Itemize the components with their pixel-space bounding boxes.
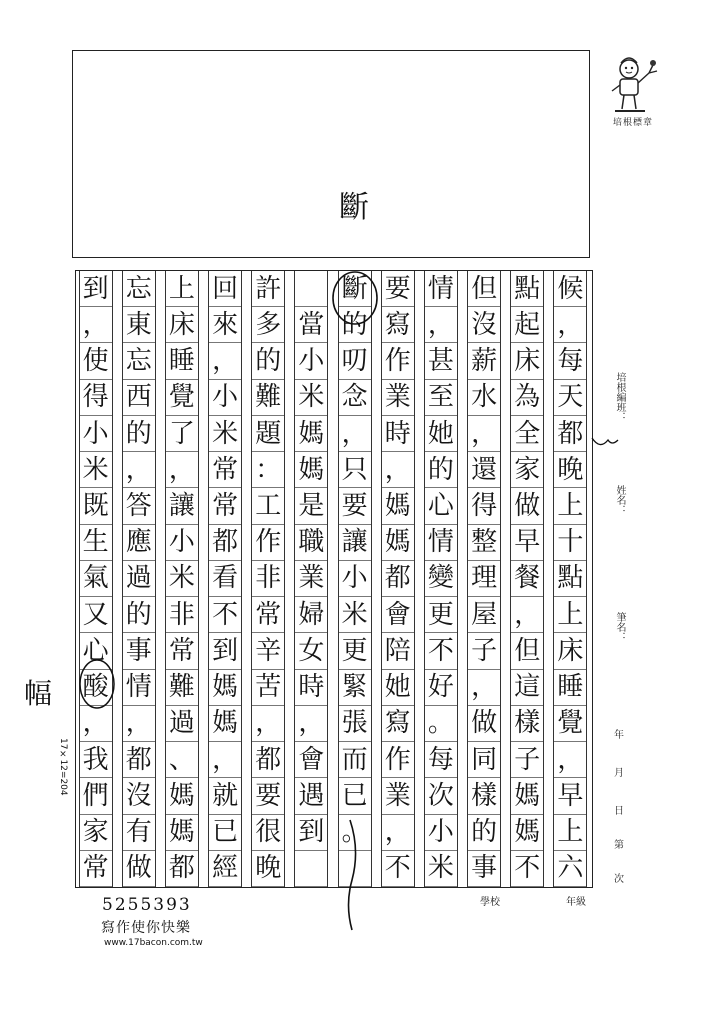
grid-cell: 讓 [166, 488, 198, 524]
grid-cell: 多 [252, 307, 284, 343]
grid-cell: 媽 [166, 815, 198, 851]
grid-cell: 每 [554, 343, 586, 379]
footer-url: www.17bacon.com.tw [104, 938, 203, 948]
grid-cell: 心 [425, 488, 457, 524]
grid-cell: 睡 [166, 343, 198, 379]
grid-cell: ， [123, 452, 155, 488]
grid-spec-label [56, 738, 70, 799]
grid-cell [339, 851, 371, 887]
grid-cell: 小 [295, 343, 327, 379]
grid-cell: 忘 [123, 271, 155, 307]
grid-cell: 到 [80, 271, 112, 307]
grid-column [381, 271, 415, 887]
grade-label: 年級 [566, 897, 586, 908]
logo-caption: 培根標章 [612, 118, 653, 128]
grid-cell: ， [123, 706, 155, 742]
grid-cell: 更 [425, 597, 457, 633]
grid-cell: 沒 [123, 778, 155, 814]
grid-cell: 業 [295, 561, 327, 597]
manuscript-grid [75, 270, 593, 888]
grid-cell: 看 [209, 561, 241, 597]
grid-cell: 理 [468, 561, 500, 597]
grid-cell: 時 [382, 416, 414, 452]
grid-column [294, 271, 328, 887]
grid-cell: 每 [425, 742, 457, 778]
grid-cell: 但 [468, 271, 500, 307]
grid-cell: 許 [252, 271, 284, 307]
grid-cell: 六 [554, 851, 586, 887]
grid-cell: 家 [511, 452, 543, 488]
grid-cell: 子 [468, 633, 500, 669]
grid-cell: 候 [554, 271, 586, 307]
day-label: 日 [614, 806, 624, 817]
grid-cell: 是 [295, 488, 327, 524]
grid-cell: 床 [511, 343, 543, 379]
grid-cell: 、 [166, 742, 198, 778]
grid-cell: 叨 [339, 343, 371, 379]
grid-cell: 就 [209, 778, 241, 814]
grid-cell: 覺 [166, 380, 198, 416]
grid-cell: 到 [209, 633, 241, 669]
grid-cell: ， [295, 706, 327, 742]
grid-cell: 緊 [339, 670, 371, 706]
grid-cell: 米 [166, 561, 198, 597]
grid-cell: 常 [166, 633, 198, 669]
grid-cell: 點 [554, 561, 586, 597]
grid-cell: 又 [80, 597, 112, 633]
grid-cell: 變 [425, 561, 457, 597]
grid-cell: 。 [425, 706, 457, 742]
grid-cell: 媽 [209, 706, 241, 742]
grid-column [208, 271, 242, 887]
grid-cell: 生 [80, 525, 112, 561]
grid-cell: 起 [511, 307, 543, 343]
grid-cell: 職 [295, 525, 327, 561]
grid-cell: 我 [80, 742, 112, 778]
grid-cell: 難 [166, 670, 198, 706]
grid-column [467, 271, 501, 887]
grid-cell: 應 [123, 525, 155, 561]
grid-cell: ， [425, 307, 457, 343]
name-label [612, 485, 626, 519]
grid-cell: 還 [468, 452, 500, 488]
grid-cell: ， [468, 416, 500, 452]
grid-cell: 的 [339, 307, 371, 343]
grid-cell: 既 [80, 488, 112, 524]
grid-cell: ， [209, 343, 241, 379]
grid-cell: 寫 [382, 706, 414, 742]
grid-cell: 床 [554, 633, 586, 669]
grid-cell: 的 [468, 815, 500, 851]
grid-cell: 遇 [295, 778, 327, 814]
grid-cell: 整 [468, 525, 500, 561]
grid-cell: 過 [123, 561, 155, 597]
grid-cell: 上 [554, 815, 586, 851]
grid-cell: 念 [339, 380, 371, 416]
grid-cell: 早 [511, 525, 543, 561]
grid-cell: 過 [166, 706, 198, 742]
grid-cell: 不 [382, 851, 414, 887]
grid-cell: 都 [209, 525, 241, 561]
grid-spec-text: 17×12=204 [58, 738, 68, 796]
grid-cell: 很 [252, 815, 284, 851]
grid-cell: 好 [425, 670, 457, 706]
grid-cell: 情 [123, 670, 155, 706]
grid-cell: ， [80, 706, 112, 742]
grid-cell: 小 [209, 380, 241, 416]
grid-cell: 要 [382, 271, 414, 307]
grid-cell: 東 [123, 307, 155, 343]
grid-column [338, 271, 372, 887]
grid-cell: 水 [468, 380, 500, 416]
grid-cell: 媽 [166, 778, 198, 814]
footer-slogan: 寫作使你快樂 [101, 920, 191, 936]
grid-cell: 西 [123, 380, 155, 416]
grid-cell: 要 [252, 778, 284, 814]
grid-cell: 小 [166, 525, 198, 561]
grid-cell: 都 [382, 561, 414, 597]
grid-cell: 上 [554, 597, 586, 633]
class-label-text: 培根編班： [614, 372, 625, 422]
grid-cell: 沒 [468, 307, 500, 343]
grid-cell: 次 [425, 778, 457, 814]
grid-cell: 時 [295, 670, 327, 706]
grid-cell: 都 [554, 416, 586, 452]
grid-cell: 回 [209, 271, 241, 307]
grid-cell: 晚 [252, 851, 284, 887]
grid-cell: 常 [80, 851, 112, 887]
grid-column [79, 271, 113, 887]
grid-cell: 業 [382, 380, 414, 416]
grid-column [553, 271, 587, 887]
grid-cell: ， [166, 452, 198, 488]
grid-cell: 十 [554, 525, 586, 561]
grid-cell: 米 [80, 452, 112, 488]
grid-cell: ， [209, 742, 241, 778]
grid-cell: 媽 [382, 525, 414, 561]
grid-cell: 都 [252, 742, 284, 778]
grid-cell: 米 [295, 380, 327, 416]
grid-cell: 媽 [511, 778, 543, 814]
grid-cell: 子 [511, 742, 543, 778]
grid-cell: 作 [382, 742, 414, 778]
name-label-text: 姓名： [614, 485, 625, 515]
grid-cell: 媽 [209, 670, 241, 706]
school-label: 學校 [480, 897, 500, 908]
grid-cell: 情 [425, 271, 457, 307]
grid-cell: 小 [339, 561, 371, 597]
grid-cell: ， [382, 815, 414, 851]
grid-cell: 米 [339, 597, 371, 633]
grid-column [122, 271, 156, 887]
grid-cell: 這 [511, 670, 543, 706]
grid-cell: 答 [123, 488, 155, 524]
grid-cell: 心 [80, 633, 112, 669]
times-label: 次 [614, 874, 624, 885]
grid-cell: 難 [252, 380, 284, 416]
grid-cell: 婦 [295, 597, 327, 633]
pen-name-label-text: 筆名： [614, 612, 625, 642]
grid-cell: 到 [295, 815, 327, 851]
grid-cell: ， [554, 742, 586, 778]
grid-cell: 睡 [554, 670, 586, 706]
grid-cell: 上 [166, 271, 198, 307]
grid-cell: 晚 [554, 452, 586, 488]
grid-cell [295, 851, 327, 887]
grid-cell: 非 [166, 597, 198, 633]
grid-cell: 得 [80, 380, 112, 416]
grid-cell: 更 [339, 633, 371, 669]
grid-cell: ， [80, 307, 112, 343]
grid-cell: 米 [209, 416, 241, 452]
grid-cell: 媽 [382, 488, 414, 524]
side-tick-icon [592, 438, 618, 445]
grid-cell: 事 [468, 851, 500, 887]
grid-cell: 了 [166, 416, 198, 452]
grid-cell: 做 [468, 706, 500, 742]
grid-cell: 忘 [123, 343, 155, 379]
grid-cell: 作 [382, 343, 414, 379]
grid-cell: 來 [209, 307, 241, 343]
grid-cell: 苦 [252, 670, 284, 706]
grid-cell: 而 [339, 742, 371, 778]
grid-cell: 的 [123, 416, 155, 452]
grid-cell: 辛 [252, 633, 284, 669]
grid-cell: 常 [209, 488, 241, 524]
grid-cell: 上 [554, 488, 586, 524]
grid-cell: ， [554, 307, 586, 343]
grid-cell: 事 [123, 633, 155, 669]
grid-cell: 做 [511, 488, 543, 524]
grid-cell: 陪 [382, 633, 414, 669]
grid-cell: 同 [468, 742, 500, 778]
grid-column [165, 271, 199, 887]
pen-name-label [612, 612, 626, 646]
grid-cell: 為 [511, 380, 543, 416]
grid-cell: 床 [166, 307, 198, 343]
grid-cell: ， [468, 670, 500, 706]
grid-cell: 氣 [80, 561, 112, 597]
grid-cell: 題 [252, 416, 284, 452]
grid-cell: 非 [252, 561, 284, 597]
footer-code: 5255393 [102, 895, 192, 915]
count-label: 第 [614, 840, 624, 851]
grid-cell: 不 [425, 633, 457, 669]
grid-cell: 樣 [511, 706, 543, 742]
grid-cell: 有 [123, 815, 155, 851]
grid-cell: 斷 [339, 271, 371, 307]
grid-cell: 做 [123, 851, 155, 887]
grid-cell: 使 [80, 343, 112, 379]
grid-cell: 小 [80, 416, 112, 452]
grid-cell: 餐 [511, 561, 543, 597]
grid-cell: 常 [209, 452, 241, 488]
grid-cell: ， [511, 597, 543, 633]
grid-cell: 不 [209, 597, 241, 633]
grid-cell: 的 [425, 452, 457, 488]
grid-cell: ： [252, 452, 284, 488]
grid-cell [295, 271, 327, 307]
grid-cell: 常 [252, 597, 284, 633]
grid-cell: 天 [554, 380, 586, 416]
year-label: 年 [614, 730, 624, 741]
grid-cell: 她 [425, 416, 457, 452]
grid-cell: 不 [511, 851, 543, 887]
month-label: 月 [614, 768, 624, 779]
bacon-logo-icon [605, 55, 661, 117]
grid-cell: 要 [339, 488, 371, 524]
grid-cell: 業 [382, 778, 414, 814]
grid-cell: 的 [252, 343, 284, 379]
grid-cell: 樣 [468, 778, 500, 814]
grid-cell: 張 [339, 706, 371, 742]
grid-cell: 酸 [80, 670, 112, 706]
grid-cell: 得 [468, 488, 500, 524]
grid-cell: 全 [511, 416, 543, 452]
grid-cell: 覺 [554, 706, 586, 742]
grid-cell: 已 [339, 778, 371, 814]
grid-cell: 她 [382, 670, 414, 706]
grid-column [251, 271, 285, 887]
grid-cell: 寫 [382, 307, 414, 343]
grid-cell: 薪 [468, 343, 500, 379]
grid-cell: 媽 [295, 452, 327, 488]
grid-cell: 經 [209, 851, 241, 887]
grid-cell: 只 [339, 452, 371, 488]
grid-cell: 作 [252, 525, 284, 561]
grid-cell: 甚 [425, 343, 457, 379]
grid-cell: ， [382, 452, 414, 488]
grid-cell: 已 [209, 815, 241, 851]
grid-cell: 家 [80, 815, 112, 851]
grid-cell: ， [252, 706, 284, 742]
grid-cell: 們 [80, 778, 112, 814]
grid-cell: 工 [252, 488, 284, 524]
grid-cell: 的 [123, 597, 155, 633]
grid-cell: 但 [511, 633, 543, 669]
grid-cell: 讓 [339, 525, 371, 561]
class-label [612, 372, 626, 426]
grid-cell: 當 [295, 307, 327, 343]
margin-note: 幅 [23, 677, 52, 710]
grid-cell: 女 [295, 633, 327, 669]
grid-column [424, 271, 458, 887]
grid-cell: 早 [554, 778, 586, 814]
grid-cell: 小 [425, 815, 457, 851]
grid-cell: 會 [382, 597, 414, 633]
grid-cell: 米 [425, 851, 457, 887]
grid-cell: 屋 [468, 597, 500, 633]
grid-cell: 點 [511, 271, 543, 307]
grid-cell: ， [339, 416, 371, 452]
grid-cell: 至 [425, 380, 457, 416]
grid-cell: 媽 [511, 815, 543, 851]
grid-cell: 情 [425, 525, 457, 561]
grid-cell: 會 [295, 742, 327, 778]
grid-cell: 都 [123, 742, 155, 778]
grid-column [510, 271, 544, 887]
grid-cell: 。 [339, 815, 371, 851]
grid-cell: 媽 [295, 416, 327, 452]
comment-correction-mark: 斷 [339, 190, 369, 225]
grid-cell: 都 [166, 851, 198, 887]
